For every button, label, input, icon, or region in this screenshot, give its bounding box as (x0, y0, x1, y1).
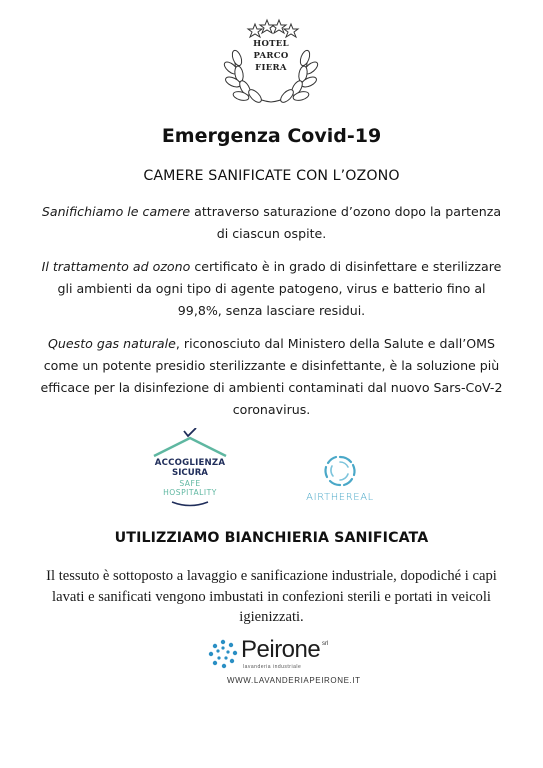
airthereal-wordmark: AIRTHEREAL (306, 492, 374, 503)
house-check-icon (140, 428, 240, 458)
accoglienza-line3: SAFE (179, 479, 201, 488)
hotel-logo (215, 10, 327, 108)
airthereal-swirl-icon (323, 454, 357, 488)
peirone-tagline: lavanderia industriale (243, 664, 302, 670)
p2-text: certificato è in grado di disinfettare e sterilizzare gli ambienti da ogni tipo di agente patogeno, virus e batterio fino al 99,8%, senza lasciare residui. (57, 259, 502, 318)
accoglienza-sicura-logo (140, 428, 240, 510)
hotel-name-line3: FIERA (255, 63, 287, 73)
peirone-url: WWW.LAVANDERIAPEIRONE.IT (227, 676, 361, 685)
p1-italic: Sanifichiamo le camere (41, 204, 191, 219)
hotel-name (215, 38, 327, 74)
airthereal-logo (290, 448, 390, 508)
section1-paragraph-2 (40, 256, 503, 322)
smile-swoosh-icon (170, 500, 210, 508)
p3-italic: Questo gas naturale (48, 336, 176, 351)
peirone-logo (205, 636, 361, 688)
accoglienza-line1: ACCOGLIENZA (154, 458, 226, 468)
hotel-name-line1: HOTEL (253, 39, 289, 49)
section1-paragraph-3 (40, 333, 503, 421)
section2-paragraph: Il tessuto è sottoposto a lavaggio e sanificazione industriale, dopodiché i capi lavati e sanificati vengono imbustati in confezioni sterili e portati in veicoli igienizzati. (46, 568, 497, 625)
p2-italic: Il trattamento ad ozono (41, 259, 191, 274)
p1-text: attraverso saturazione d’ozono dopo la partenza di ciascun ospite. (190, 204, 502, 241)
peirone-wordmark: Peirone (241, 636, 321, 663)
p3-text: , riconosciuto dal Ministero della Salute e dall’OMS come un potente presidio sterilizzante e disinfettante, è la soluzione più efficace per la disinfezione di ambienti contaminati dal nuovo Sars-CoV-2 coronavirus. (40, 336, 503, 417)
section2-heading: UTILIZZIAMO BIANCHIERIA SANIFICATA (114, 530, 429, 546)
section1-paragraph-1 (40, 201, 503, 245)
page-title: Emergenza Covid-19 (161, 125, 382, 147)
accoglienza-line4: HOSPITALITY (163, 488, 217, 497)
hotel-name-line2: PARCO (253, 51, 289, 61)
section1-heading: CAMERE SANIFICATE CON L’OZONO (143, 168, 400, 184)
accoglienza-line2: SICURA (172, 468, 208, 478)
peirone-swirl-icon (207, 638, 239, 670)
peirone-srl: srl (322, 641, 329, 647)
